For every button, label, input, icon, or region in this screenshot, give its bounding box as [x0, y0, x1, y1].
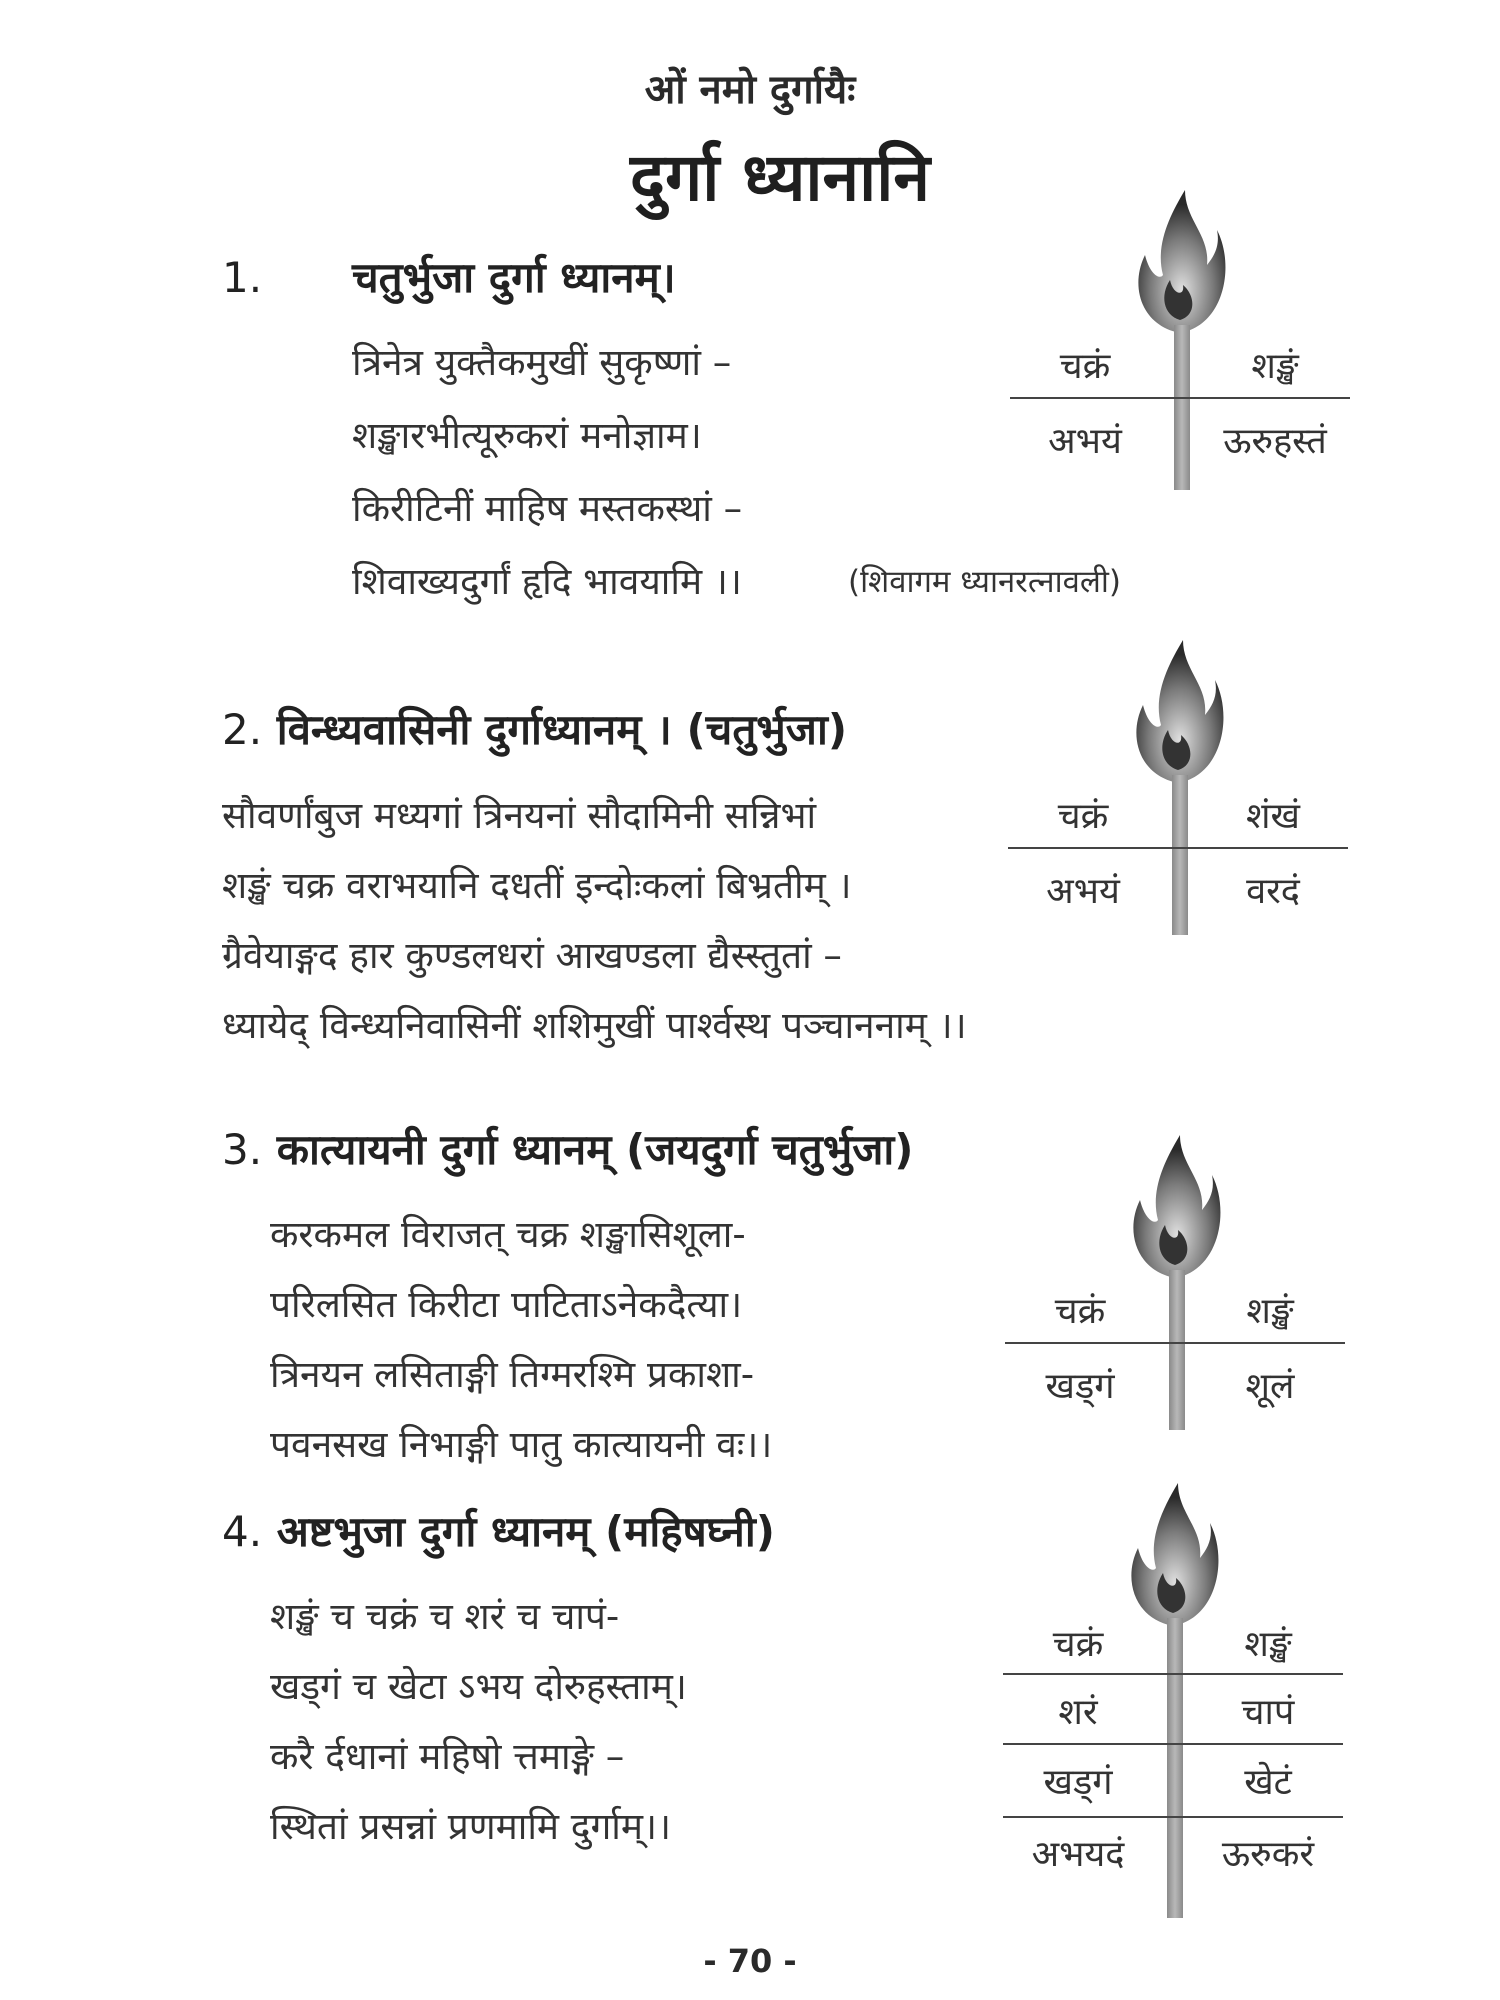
weapon-label: शूलं — [1245, 1366, 1295, 1407]
section-number: 2. — [222, 705, 263, 754]
verse-line: खड्गं च खेटा ऽभय दोरुहस्ताम्। — [270, 1665, 687, 1708]
verse-line: शङ्खं च चक्रं च शरं च चापं- — [270, 1595, 620, 1638]
verse-line: त्रिनयन लसिताङ्गी तिग्मरश्मि प्रकाशा- — [270, 1353, 755, 1396]
divider — [1005, 1342, 1345, 1344]
section-number: 3. — [222, 1125, 263, 1174]
flame-icon — [1118, 1478, 1228, 1628]
weapon-label: शङ्खं — [1251, 346, 1299, 387]
weapon-label: अभयं — [1048, 421, 1122, 462]
section-3-heading — [222, 1120, 914, 1177]
weapon-label: खेटं — [1244, 1762, 1292, 1803]
section-1-heading — [222, 248, 676, 305]
verse-line: शिवाख्यदुर्गां हृदि भावयामि ।। — [352, 560, 742, 603]
weapon-label: शरं — [1058, 1692, 1098, 1733]
verse-line: ध्यायेद् विन्ध्यनिवासिनीं शशिमुखीं पार्श्वस्थ पञ्चाननाम् ।। — [222, 1004, 967, 1047]
weapon-label: चक्रं — [1054, 1291, 1106, 1332]
verse-line: करै र्दधानां महिषो त्तमाङ्गे – — [270, 1735, 625, 1778]
weapon-emblem-4 — [1003, 1478, 1343, 1918]
weapon-label: चक्रं — [1052, 1624, 1104, 1665]
weapon-label: ऊरुहस्तं — [1223, 421, 1327, 462]
weapon-label: चक्रं — [1057, 796, 1109, 837]
weapon-label: खड्गं — [1043, 1762, 1113, 1803]
section-number: 4. — [222, 1507, 263, 1556]
verse-line: त्रिनेत्र युक्तैकमुखीं सुकृष्णां – — [352, 341, 732, 384]
section-2-heading — [222, 700, 847, 757]
weapon-emblem-2 — [1008, 635, 1348, 940]
flame-icon — [1120, 1130, 1230, 1280]
verse-line: करकमल विराजत् चक्र शङ्खासिशूला- — [270, 1213, 746, 1256]
weapon-label: शंखं — [1246, 796, 1300, 837]
weapon-label: खड्गं — [1045, 1366, 1115, 1407]
page-title: दुर्गा ध्यानानि — [630, 139, 930, 216]
section-number: 1. — [222, 253, 263, 302]
weapon-label: अभयं — [1046, 871, 1120, 912]
divider — [1003, 1673, 1343, 1675]
verse-line: ग्रैवेयाङ्गद हार कुण्डलधरां आखण्डला द्यैस्स्तुतां – — [222, 934, 842, 977]
verse-line: शङ्खं चक्र वराभयानि दधतीं इन्दोःकलां बिभ्रतीम् । — [222, 864, 852, 907]
verse-line: किरीटिनीं माहिष मस्तकस्थां – — [352, 487, 743, 530]
weapon-label: चापं — [1241, 1692, 1295, 1733]
verse-line: सौवर्णांबुज मध्यगां त्रिनयनां सौदामिनी सन्निभां — [222, 794, 817, 837]
verse-line: स्थितां प्रसन्नां प्रणमामि दुर्गाम्।। — [270, 1805, 672, 1848]
divider — [1010, 397, 1350, 399]
source-citation: (शिवागम ध्यानरत्नावली) — [848, 564, 1121, 600]
section-title: चतुर्भुजा दुर्गा ध्यानम्। — [352, 253, 676, 302]
section-title: विन्ध्यवासिनी दुर्गाध्यानम् । (चतुर्भुजा) — [276, 705, 848, 754]
page-number: - 70 - — [703, 1942, 797, 1980]
section-4-heading — [222, 1502, 775, 1559]
divider — [1003, 1816, 1343, 1818]
flame-icon — [1125, 185, 1235, 335]
weapon-label: अभयदं — [1031, 1834, 1125, 1875]
section-title: कात्यायनी दुर्गा ध्यानम् (जयदुर्गा चतुर्भुजा) — [276, 1125, 914, 1174]
weapon-label: शङ्खं — [1246, 1291, 1294, 1332]
flame-icon — [1123, 635, 1233, 785]
weapon-emblem-3 — [1005, 1130, 1345, 1435]
verse-line: शङ्खारभीत्यूरुकरां मनोज्ञाम। — [352, 414, 702, 457]
divider — [1008, 847, 1348, 849]
weapon-emblem-1 — [1010, 185, 1350, 490]
weapon-label: शङ्खं — [1244, 1624, 1292, 1665]
weapon-label: वरदं — [1246, 871, 1300, 912]
verse-line: परिलसित किरीटा पाटिताऽनेकदैत्या। — [270, 1283, 743, 1326]
section-title: अष्टभुजा दुर्गा ध्यानम् (महिषघ्नी) — [276, 1507, 775, 1556]
divider — [1003, 1743, 1343, 1745]
weapon-label: ऊरुकरं — [1221, 1834, 1315, 1875]
weapon-label: चक्रं — [1059, 346, 1111, 387]
invocation: ओं नमो दुर्गायैः — [644, 67, 856, 113]
verse-line: पवनसख निभाङ्गी पातु कात्यायनी वः।। — [270, 1423, 773, 1466]
